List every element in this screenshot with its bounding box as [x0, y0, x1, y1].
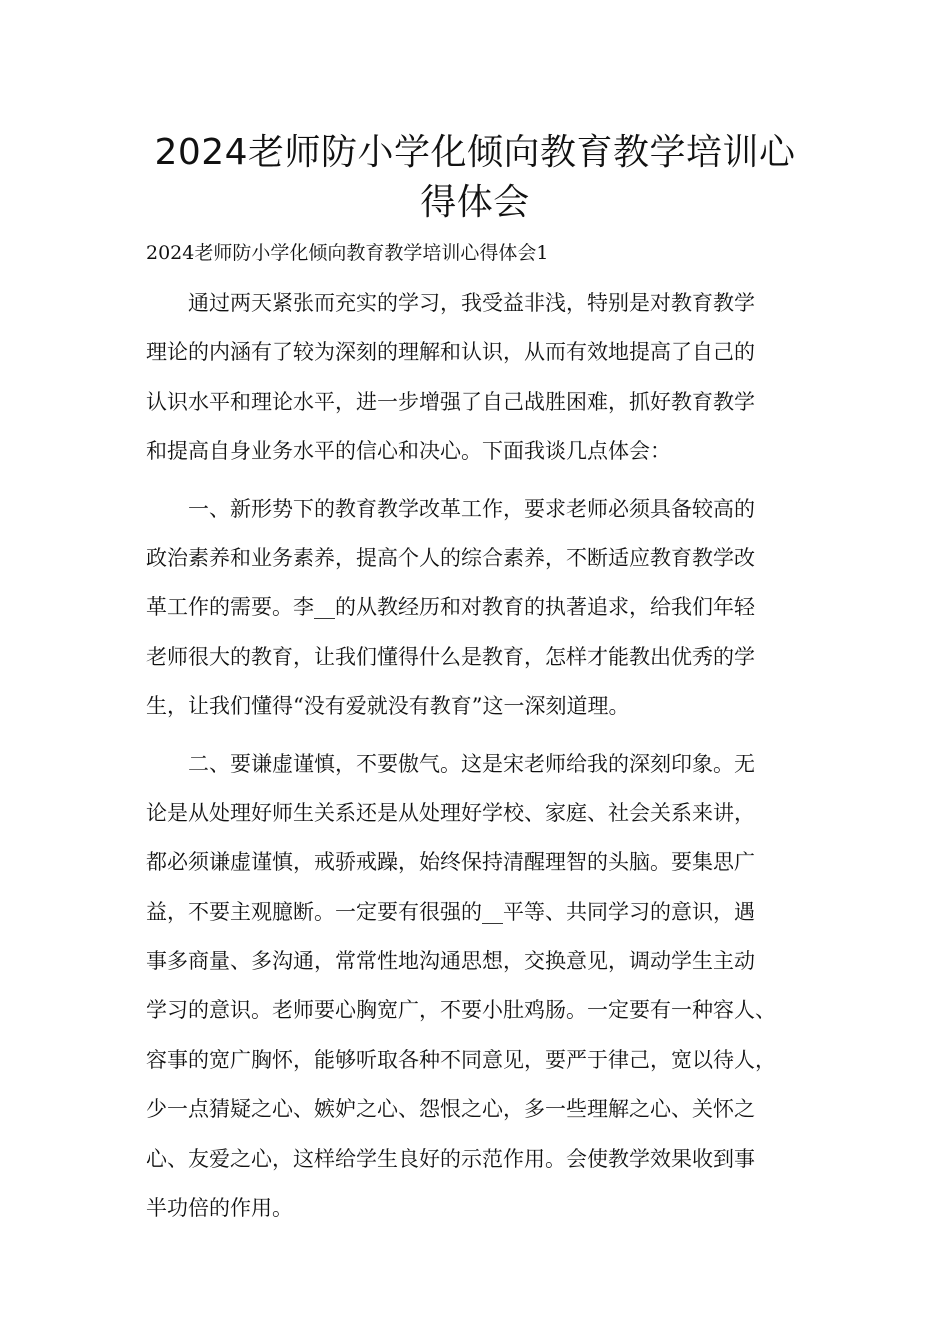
document-subtitle: 2024老师防小学化倾向教育教学培训心得体会1 [146, 242, 549, 264]
text-line: 二、要谦虚谨慎，不要傲气。这是宋老师给我的深刻印象。无 [188, 751, 755, 776]
paragraph-point-one [146, 485, 826, 732]
text-line: 半功倍的作用。 [146, 1196, 293, 1221]
text-line: 都必须谦虚谨慎，戒骄戒躁，始终保持清醒理智的头脑。要集思广 [146, 850, 755, 875]
document-title [120, 128, 830, 228]
text-line: 认识水平和理论水平，进一步增强了自己战胜困难，抓好教育教学 [146, 389, 755, 414]
text-line: 益，不要主观臆断。一定要有很强的__平等、共同学习的意识，遇 [146, 899, 755, 924]
text-line: 论是从处理好师生关系还是从处理好学校、家庭、社会关系来讲， [146, 800, 755, 825]
text-line: 容事的宽广胸怀，能够听取各种不同意见，要严于律己，宽以待人， [146, 1047, 776, 1072]
text-line: 政治素养和业务素养，提高个人的综合素养，不断适应教育教学改 [146, 545, 755, 570]
text-line: 革工作的需要。李__的从教经历和对教育的执著追求，给我们年轻 [146, 595, 755, 620]
text-line: 理论的内涵有了较为深刻的理解和认识，从而有效地提高了自己的 [146, 340, 755, 365]
title-line: 得体会 [420, 182, 530, 223]
text-line: 事多商量、多沟通，常常性地沟通思想，交换意见，调动学生主动 [146, 949, 755, 974]
title-line: 2024老师防小学化倾向教育教学培训心 [154, 132, 796, 173]
text-line: 生，让我们懂得“没有爱就没有教育”这一深刻道理。 [146, 694, 630, 719]
text-line: 学习的意识。老师要心胸宽广，不要小肚鸡肠。一定要有一种容人、 [146, 998, 776, 1023]
text-line: 老师很大的教育，让我们懂得什么是教育，怎样才能教出优秀的学 [146, 644, 755, 669]
text-line: 心、友爱之心，这样给学生良好的示范作用。会使教学效果收到事 [146, 1146, 755, 1171]
paragraph-intro [146, 279, 826, 477]
paragraph-point-two [146, 740, 826, 1234]
text-line: 少一点猜疑之心、嫉妒之心、怨恨之心，多一些理解之心、关怀之 [146, 1097, 755, 1122]
text-line: 一、新形势下的教育教学改革工作，要求老师必须具备较高的 [188, 496, 755, 521]
document-body [146, 279, 826, 1241]
text-line: 通过两天紧张而充实的学习，我受益非浅，特别是对教育教学 [188, 291, 755, 315]
text-line: 和提高自身业务水平的信心和决心。下面我谈几点体会： [146, 439, 671, 464]
